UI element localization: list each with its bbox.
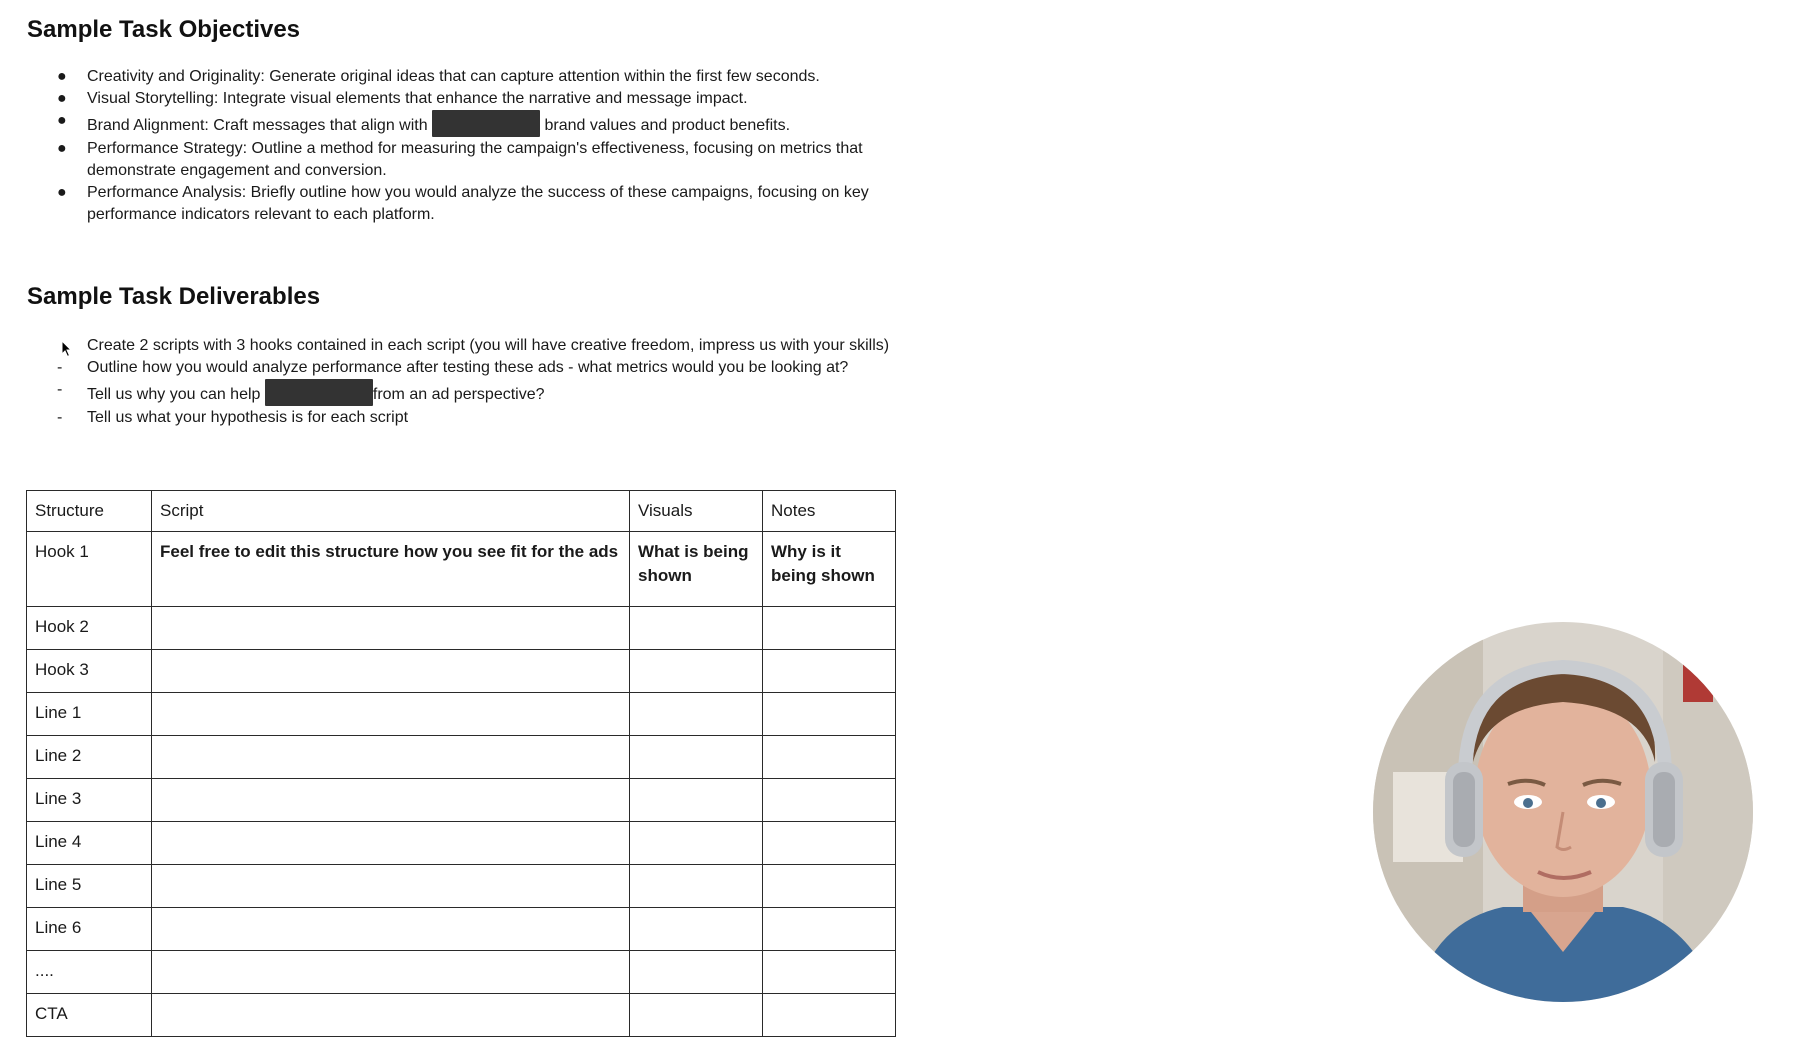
list-item: ● Performance Strategy: Outline a method for measuring the campaign's effectiveness, focusing on metrics that demonstrate engagement and conversion. <box>57 139 863 179</box>
table-row <box>27 994 896 1037</box>
visuals-cell[interactable] <box>630 693 763 736</box>
visuals-cell[interactable] <box>630 822 763 865</box>
row-label[interactable]: Hook 2 <box>27 607 152 650</box>
notes-cell[interactable] <box>763 650 896 693</box>
visuals-cell[interactable]: What is being shown <box>630 532 763 607</box>
visuals-cell[interactable] <box>630 736 763 779</box>
script-cell[interactable] <box>152 693 630 736</box>
table-row <box>27 865 896 908</box>
notes-cell[interactable] <box>763 693 896 736</box>
list-item: ● Visual Storytelling: Integrate visual elements that enhance the narrative and message impact. <box>57 88 897 110</box>
row-label[interactable]: Line 3 <box>27 779 152 822</box>
redaction-block <box>432 110 540 137</box>
notes-cell[interactable] <box>763 822 896 865</box>
script-cell[interactable] <box>152 779 630 822</box>
header-script: Script <box>152 491 630 532</box>
row-label[interactable]: Hook 3 <box>27 650 152 693</box>
script-cell[interactable] <box>152 736 630 779</box>
script-cell[interactable] <box>152 822 630 865</box>
notes-cell[interactable] <box>763 736 896 779</box>
header-visuals: Visuals <box>630 491 763 532</box>
presenter-avatar <box>1373 622 1753 1002</box>
script-cell[interactable] <box>152 650 630 693</box>
script-cell[interactable] <box>152 865 630 908</box>
bullet-icon: ● <box>57 112 67 130</box>
table-row <box>27 607 896 650</box>
table-row <box>27 908 896 951</box>
objectives-heading: Sample Task Objectives <box>27 16 301 43</box>
row-label[interactable]: .... <box>27 951 152 994</box>
table-header-row <box>27 491 896 532</box>
table-row <box>27 736 896 779</box>
list-item: ● Creativity and Originality: Generate original ideas that can capture attention within the first few seconds. <box>57 66 897 88</box>
table-row <box>27 822 896 865</box>
notes-cell[interactable] <box>763 994 896 1037</box>
visuals-cell[interactable] <box>630 908 763 951</box>
table-row <box>27 951 896 994</box>
list-item: - Outline how you would analyze performance after testing these ads - what metrics would you be looking at? <box>57 357 897 379</box>
dash-marker: - <box>57 408 63 426</box>
visuals-cell[interactable] <box>630 607 763 650</box>
row-label[interactable]: Line 5 <box>27 865 152 908</box>
list-item: ● Performance Analysis: Briefly outline how you would analyze the success of these campaigns, focusing on key performance indicators relevant to each platform. <box>57 184 869 224</box>
redaction-block <box>265 379 373 406</box>
script-cell[interactable] <box>152 607 630 650</box>
list-item: Create 2 scripts with 3 hooks contained in each script (you will have creative freedom, impress us with your skills) <box>87 337 890 354</box>
deliverables-heading: Sample Task Deliverables <box>27 283 321 310</box>
notes-cell[interactable] <box>763 908 896 951</box>
script-cell[interactable] <box>152 908 630 951</box>
visuals-cell[interactable] <box>630 951 763 994</box>
table-row <box>27 532 896 607</box>
list-item: - Tell us why you can help from an ad perspective? <box>57 379 897 406</box>
notes-cell[interactable] <box>763 865 896 908</box>
list-item: - Tell us what your hypothesis is for each script <box>57 407 897 429</box>
objectives-list <box>57 66 897 226</box>
row-label[interactable]: Hook 1 <box>27 532 152 607</box>
table-row <box>27 650 896 693</box>
row-label[interactable]: Line 6 <box>27 908 152 951</box>
row-label[interactable]: CTA <box>27 994 152 1037</box>
row-label[interactable]: Line 4 <box>27 822 152 865</box>
mouse-cursor-icon <box>60 340 74 358</box>
visuals-cell[interactable] <box>630 779 763 822</box>
visuals-cell[interactable] <box>630 865 763 908</box>
bullet-icon: ● <box>57 184 67 202</box>
webcam-overlay <box>1373 622 1753 1002</box>
header-structure: Structure <box>27 491 152 532</box>
table-row <box>27 779 896 822</box>
dash-marker: - <box>57 359 63 377</box>
deliverables-list <box>57 335 897 429</box>
script-cell[interactable]: Feel free to edit this structure how you see fit for the ads <box>152 532 630 607</box>
bullet-icon: ● <box>57 139 67 157</box>
row-label[interactable]: Line 2 <box>27 736 152 779</box>
bullet-icon: ● <box>57 90 67 108</box>
script-structure-table <box>26 490 896 1037</box>
visuals-cell[interactable] <box>630 994 763 1037</box>
header-notes: Notes <box>763 491 896 532</box>
notes-cell[interactable] <box>763 607 896 650</box>
dash-marker: - <box>57 381 63 399</box>
notes-cell[interactable] <box>763 951 896 994</box>
bullet-icon: ● <box>57 68 67 85</box>
notes-cell[interactable] <box>763 779 896 822</box>
table-row <box>27 693 896 736</box>
visuals-cell[interactable] <box>630 650 763 693</box>
script-cell[interactable] <box>152 994 630 1037</box>
script-cell[interactable] <box>152 951 630 994</box>
notes-cell[interactable]: Why is it being shown <box>763 532 896 607</box>
list-item: ● Brand Alignment: Craft messages that align with brand values and product benefits. <box>57 110 897 137</box>
row-label[interactable]: Line 1 <box>27 693 152 736</box>
